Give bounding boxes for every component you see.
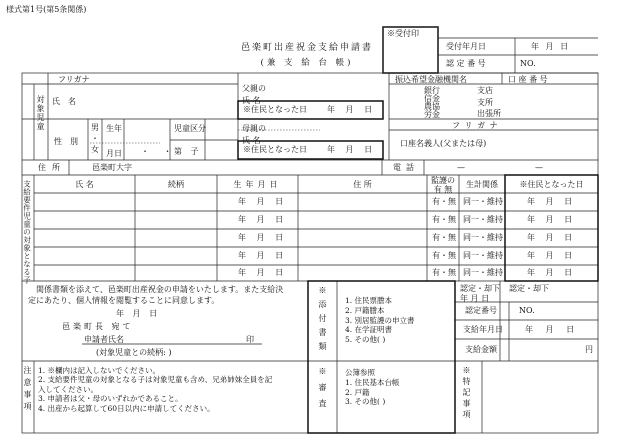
phone-sep-2: —: [535, 163, 543, 172]
seal-label: 印: [246, 335, 254, 344]
row-custody[interactable]: 有・無: [432, 233, 456, 242]
mayor-address: 邑楽町長 宛て: [62, 322, 134, 331]
approval-number-label: 認定番号: [465, 306, 497, 315]
approval-number-value[interactable]: NO.: [519, 306, 535, 315]
payment-date-value[interactable]: 年 月 日: [525, 325, 580, 334]
phone-sep-1: —: [457, 163, 465, 172]
bank-type-1[interactable]: 銀行: [424, 86, 440, 95]
mother-resident-date-label: ※住民となった日: [243, 145, 307, 154]
row-custody[interactable]: 有・無: [432, 197, 456, 206]
child-section-label: 対象児童: [36, 95, 45, 131]
notes-label: 注意事項: [23, 366, 32, 414]
bank-type-2[interactable]: 信金: [424, 94, 440, 103]
child-name-label: 氏名: [52, 97, 84, 106]
col-birthdate: 生年月日: [233, 180, 282, 189]
father-resident-date-label: ※住民となった日: [243, 105, 307, 114]
branch-type-3[interactable]: 出張所: [477, 109, 501, 118]
row-custody[interactable]: 有・無: [432, 268, 456, 277]
bank-type-4[interactable]: 労金: [424, 110, 440, 119]
mother-resident-date-value[interactable]: 年 月 日: [327, 145, 377, 154]
address-value[interactable]: 邑楽町大字: [92, 163, 132, 172]
birth-order-label: 第 子: [174, 147, 202, 156]
special-notes-label: ※特記事項: [462, 366, 471, 421]
approval-number-value[interactable]: NO.: [520, 59, 536, 68]
gender-female[interactable]: 女: [91, 145, 99, 154]
row-livelihood[interactable]: 同一・維持: [463, 197, 503, 206]
col-livelihood: 生計関係: [466, 180, 498, 189]
father-name-label-2: 氏 名: [242, 96, 261, 105]
birth-date-label-year: 生年: [106, 124, 122, 133]
row-resident-date[interactable]: 年 月 日: [527, 215, 577, 224]
bank-name-label: 振込希望金融機関名: [395, 75, 467, 84]
mother-name-label-1: 母親の: [242, 124, 266, 133]
relationship-label[interactable]: (対象児童との続柄: ): [96, 348, 172, 357]
bank-type-3[interactable]: 農協: [424, 102, 440, 111]
col-address: 住 所: [353, 180, 372, 189]
row-livelihood[interactable]: 同一・維持: [463, 251, 503, 260]
furigana-label: フリガナ: [58, 75, 90, 84]
applicant-name-label: 申請者氏名: [84, 335, 124, 344]
form-subtitle: (兼 支 給 台 帳): [260, 58, 354, 68]
col-custody-2: 有 無: [433, 185, 453, 194]
account-furigana-label: フ リ ガ ナ: [452, 121, 499, 130]
col-custody-1: 監護の: [431, 176, 455, 185]
approval-decision-1: 認定・却下: [460, 284, 500, 293]
address-label: 住所: [38, 163, 66, 172]
row-birthdate[interactable]: 年 月 日: [238, 268, 288, 277]
row-birthdate[interactable]: 年 月 日: [238, 233, 288, 242]
row-custody[interactable]: 有・無: [432, 215, 456, 224]
review-list: 公簿参照 1. 住民基本台帳 2. 戸籍 3. その他( ): [345, 368, 400, 407]
phone-label: 電話: [393, 163, 419, 172]
row-livelihood[interactable]: 同一・維持: [463, 268, 503, 277]
row-birthdate[interactable]: 年 月 日: [238, 251, 288, 260]
row-birthdate[interactable]: 年 月 日: [238, 197, 288, 206]
row-livelihood[interactable]: 同一・維持: [463, 215, 503, 224]
birth-date-value[interactable]: ・ ・: [141, 147, 178, 156]
form-title: 邑楽町出産祝金支給申請書: [240, 43, 373, 53]
account-number-label: 口 座 番 号: [508, 75, 548, 84]
gender-label: 性別: [54, 137, 86, 146]
family-section-label: 支給要件児童の対象となる子: [22, 180, 32, 284]
branch-type-1[interactable]: 支店: [477, 86, 493, 95]
col-name: 氏 名: [75, 180, 94, 189]
approval-decision-value[interactable]: 認定・却下: [509, 284, 549, 293]
child-category-label: 児童区分: [174, 124, 206, 133]
approval-number-label: 認 定 番 号: [446, 59, 486, 68]
payment-amount-unit: 円: [585, 345, 593, 354]
row-custody[interactable]: 有・無: [432, 251, 456, 260]
row-resident-date[interactable]: 年 月 日: [527, 233, 577, 242]
attachments-label: ※添付書類: [318, 286, 327, 356]
declaration-line-1: 関係書類を添えて、邑楽町出産祝金の申請をいたします。また支給決: [36, 285, 284, 294]
gender-sep: ・: [91, 134, 99, 143]
father-resident-date-value[interactable]: 年 月 日: [327, 105, 377, 114]
receipt-stamp-label: ※受付印: [387, 29, 419, 38]
row-birthdate[interactable]: 年 月 日: [238, 215, 288, 224]
account-holder-label: 口座名義人(父または母): [400, 139, 487, 148]
notes-text: 1. ※欄内は記入しないでください。 2. 支給要件児童の対象となる子は対象児童も含め、兄弟姉妹全員を記 入してください。 3. 申請者は父・母のいずれかであること。 4. 出産から起算して60日以内に申請してください。: [38, 366, 273, 413]
form-number: 様式第1号(第5条関係): [6, 5, 87, 14]
receipt-date-label: 受付年月日: [446, 42, 486, 51]
row-livelihood[interactable]: 同一・維持: [463, 233, 503, 242]
row-resident-date[interactable]: 年 月 日: [527, 251, 577, 260]
branch-type-2[interactable]: 支所: [477, 98, 493, 107]
declaration-line-2: 定にあたり、個人情報を閲覧することに同意します。: [28, 296, 220, 305]
mother-name-label-2: 氏 名: [242, 136, 261, 145]
payment-amount-label: 支給金額: [465, 345, 497, 354]
col-relation: 続柄: [168, 180, 184, 189]
review-label: ※審査: [318, 367, 327, 415]
payment-date-label: 支給年月日: [463, 325, 503, 334]
gender-male[interactable]: 男: [91, 123, 99, 132]
father-name-label-1: 父親の: [242, 84, 266, 93]
row-resident-date[interactable]: 年 月 日: [527, 268, 577, 277]
col-resident-date: ※住民となった日: [519, 180, 584, 189]
attachments-list: 1. 住民票謄本 2. 戸籍謄本 3. 別居監護の申立書 4. 在学証明書 5. その他( ): [345, 296, 415, 344]
receipt-date-value[interactable]: 年 月 日: [531, 42, 571, 51]
birth-date-label-month: 月日: [106, 149, 122, 158]
approval-decision-2: 年 月 日: [460, 294, 490, 303]
row-resident-date[interactable]: 年 月 日: [527, 197, 577, 206]
declaration-date[interactable]: 年 月 日: [116, 309, 161, 318]
